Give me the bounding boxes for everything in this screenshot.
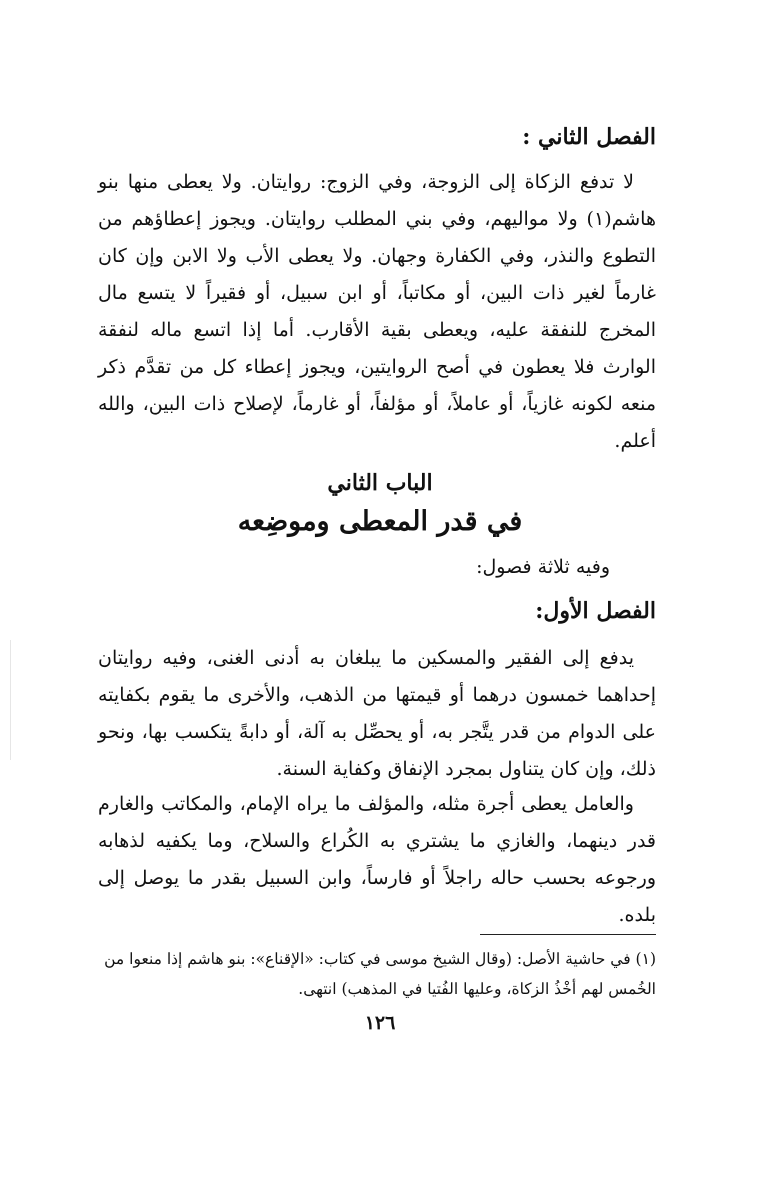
footnote: (١) في حاشية الأصل: (وقال الشيخ موسى في كتاب: «الإقناع»: بنو هاشم إذا منعوا من الخُمس لهم أخْذُ الزكاة، وعليها الفُتيا في المذهب) انتهى. [104,950,656,998]
section-one-paragraph-2 [98,786,656,934]
section-one-paragraph-1 [98,640,656,788]
section-two-heading: الفصل الثاني : [522,124,656,150]
page-number: ١٢٦ [364,1012,396,1034]
chapter-subtitle: في قدر المعطى وموضِعه [237,506,523,537]
section-two-text: لا تدفع الزكاة إلى الزوجة، وفي الزوج: روايتان. ولا يعطى منها بنو هاشم(١) ولا مواليهم، وفي بني المطلب روايتان. ويجوز إعطاؤهم من التطوع والنذر، وفي الكفارة وجهان. ولا يعطى الأب ولا الابن وإن كان غارماً لغير ذات البين، أو مكاتباً، أو ابن سبيل، أو فقيراً لا يتسع مال المخرج للنفقة عليه، ويعطى بقية الأقارب. أما إذا اتسع ماله لنفقة الوارث فلا يعطون في أصح الروايتين، ويجوز إعطاء كل من تقدَّم ذكر منعه لكونه غازياً، أو عاملاً، أو مؤلفاً، أو غارماً، لإصلاح ذات البين، والله أعلم. [98,171,656,452]
chapter-title: الباب الثاني [327,470,433,496]
section-one-text-1: يدفع إلى الفقير والمسكين ما يبلغان به أدنى الغنى، وفيه روايتان إحداهما خمسون درهما أو قيمتها من الذهب، والأخرى ما يقوم بكفايته على الدوام من قدر يتَّجر به، أو يحصِّل به آلة، أو دابةً يتكسب بها، ونحو ذلك، وإن كان يتناول بمجرد الإنفاق وكفاية السنة. [98,647,656,780]
scan-edge-mark [10,640,11,760]
chapter-intro: وفيه ثلاثة فصول: [476,556,610,578]
section-one-heading: الفصل الأول: [535,598,656,624]
footnote-separator [480,934,656,935]
section-one-text-2: والعامل يعطى أجرة مثله، والمؤلف ما يراه الإمام، والمكاتب والغارم قدر دينهما، والغازي ما يشتري به الكُراع والسلاح، وما يكفيه لذهابه ورجوعه بحسب حاله راجلاً أو فارساً، وابن السبيل بقدر ما يوصل إلى بلده. [98,793,656,926]
section-two-paragraph [98,164,656,460]
